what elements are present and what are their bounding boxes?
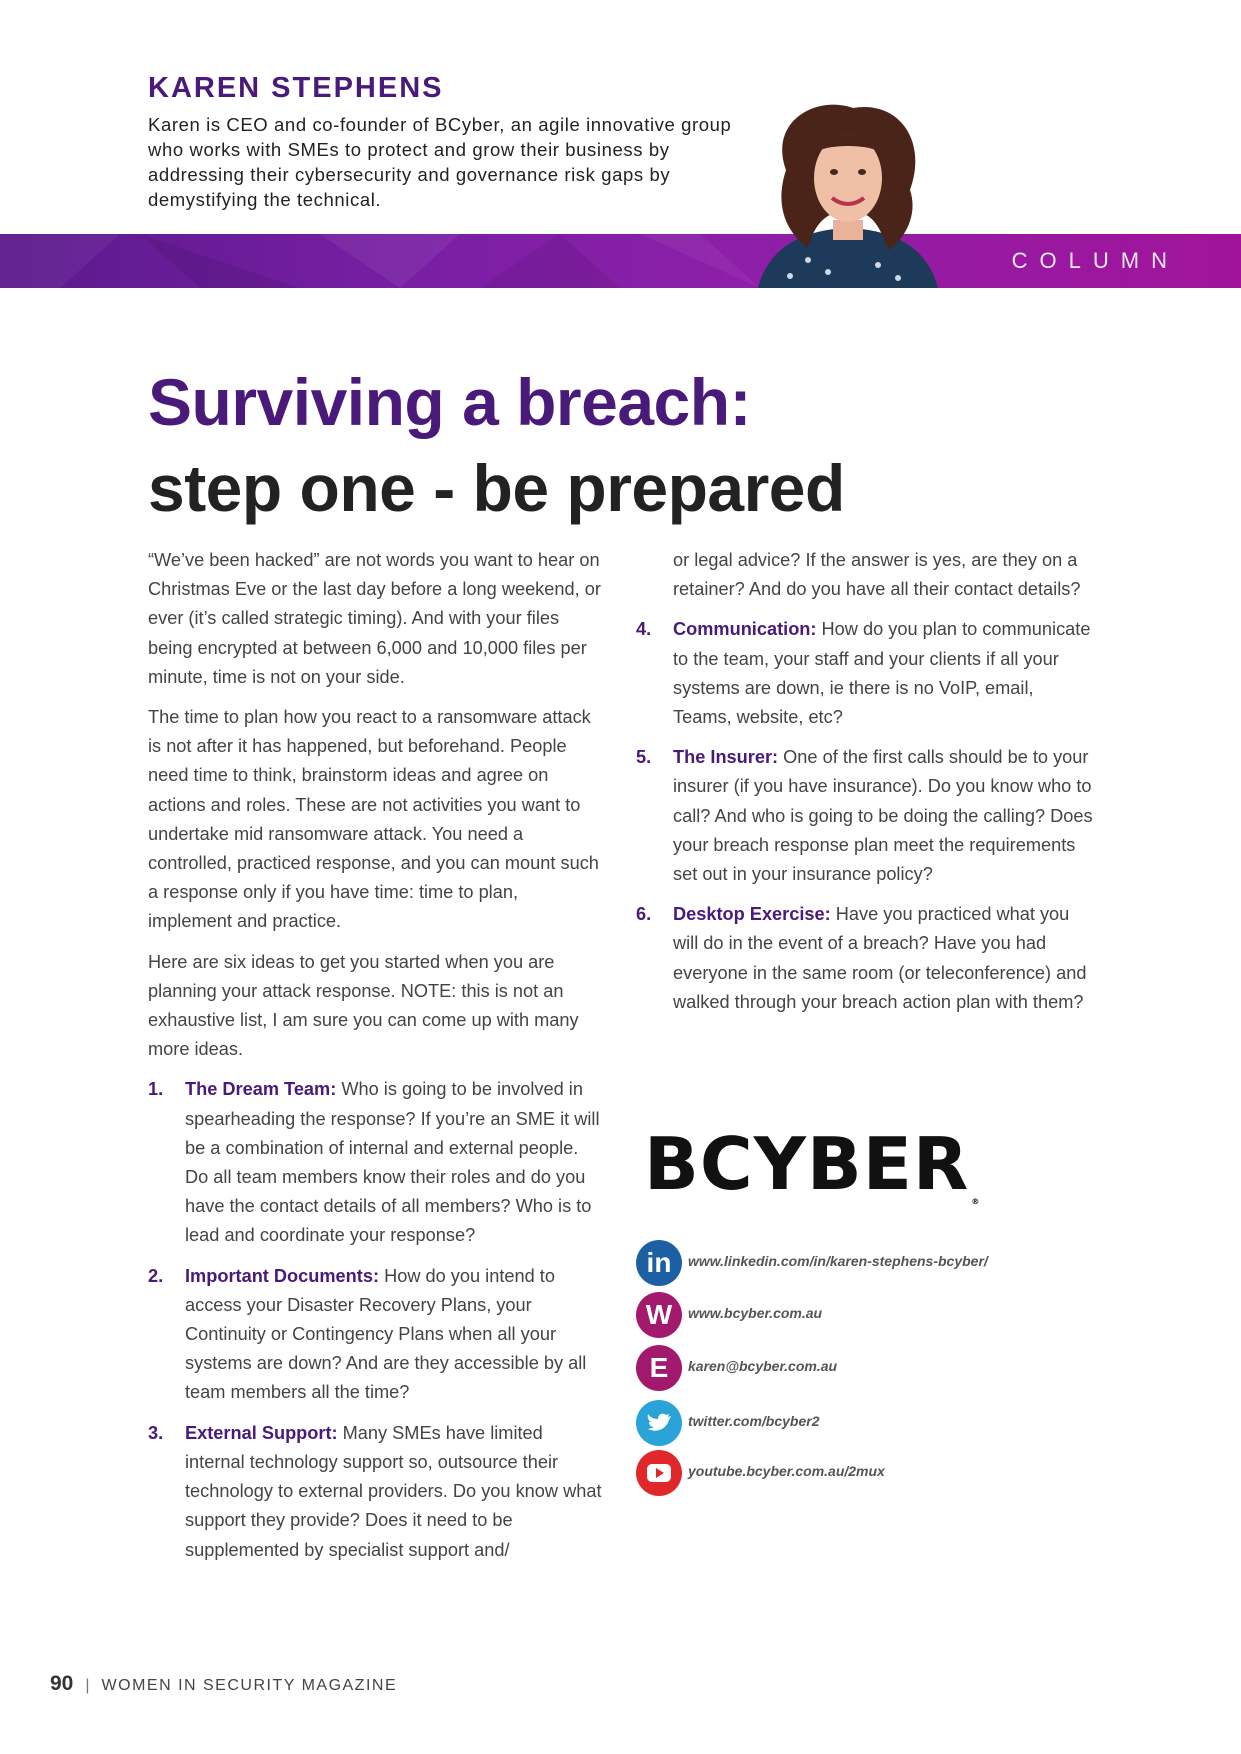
contact-linkedin[interactable] xyxy=(636,1240,1136,1286)
column-banner xyxy=(0,234,1241,288)
intro-paragraph: “We’ve been hacked” are not words you want to hear on Christmas Eve or the last day before a long weekend, or ever (it’s called strategic timing). And with your files being encrypted at between 6,000 and 10,000 files per minute, time is not on your side. xyxy=(148,550,601,687)
list-item-text: Who is going to be involved in spearheading the response? If you’re an SME it will be a combination of internal and external people. Do all team members know their roles and do you have the contact details of all members? Who is to lead and coordinate your response? xyxy=(185,1079,600,1246)
article-title-line-1: Surviving a breach: xyxy=(148,365,752,439)
twitter-icon xyxy=(636,1400,682,1446)
author-name: KAREN STEPHENS xyxy=(148,72,444,104)
column-label: COLUMN xyxy=(1011,248,1179,273)
list-item-heading: The Dream Team: xyxy=(185,1079,337,1100)
footer-separator: | xyxy=(85,1677,90,1694)
bcyber-logo xyxy=(644,1122,980,1206)
magazine-name: WOMEN IN SECURITY MAGAZINE xyxy=(101,1677,398,1694)
list-item-text: One of the first calls should be to your insurer (if you have insurance). Do you know who to call? And who is going to be doing the calling? Does your breach response plan meet the requirements set out in your insurance policy? xyxy=(673,747,1093,885)
email-icon: E xyxy=(636,1345,682,1391)
web-icon: W xyxy=(636,1292,682,1338)
linkedin-icon: in xyxy=(636,1240,682,1286)
list-item-heading: Communication: xyxy=(673,619,817,640)
list-item-text: Have you practiced what you will do in the event of a breach? Have you had everyone in the same room (or teleconference) and walked through your breach action plan with them? xyxy=(673,904,1087,1012)
contact-linkedin-url[interactable]: www.linkedin.com/in/karen-stephens-bcyber/ xyxy=(688,1253,988,1269)
list-item-external-support xyxy=(148,1419,603,1565)
list-item-number: 5. xyxy=(636,747,652,768)
list-item-text: How do you plan to communicate to the team, your staff and your clients if all your systems are down, ie there is no VoIP, email, Teams, website, etc? xyxy=(673,619,1091,728)
contact-email-address[interactable]: karen@bcyber.com.au xyxy=(688,1358,838,1374)
article-title-line-2: step one - be prepared xyxy=(148,451,845,525)
list-item-number: 6. xyxy=(636,904,652,925)
list-item-text: Many SMEs have limited internal technology support so, outsource their technology to external providers. Do you know what support they provide? Does it need to be supplemented by specialist support and/ xyxy=(185,1422,602,1560)
list-item-number: 3. xyxy=(148,1422,164,1443)
list-item-communication xyxy=(636,615,1096,732)
contact-website[interactable] xyxy=(636,1292,1136,1338)
list-item-desktop-exercise xyxy=(636,900,1096,1017)
list-item-number: 2. xyxy=(148,1265,164,1286)
article-right-column xyxy=(636,546,1096,1028)
contact-twitter[interactable] xyxy=(636,1400,1136,1446)
contact-twitter-url[interactable]: twitter.com/bcyber2 xyxy=(688,1413,820,1429)
list-item-number: 1. xyxy=(148,1079,164,1100)
contact-youtube[interactable] xyxy=(636,1450,1136,1496)
article-left-column xyxy=(148,546,603,1576)
list-item-number: 4. xyxy=(636,619,652,640)
list-item-continuation xyxy=(636,546,1096,604)
list-item-important-documents xyxy=(148,1262,603,1408)
page-number: 90 xyxy=(50,1672,74,1695)
contact-website-url[interactable]: www.bcyber.com.au xyxy=(688,1305,823,1321)
logo-registered-mark: ® xyxy=(971,1197,981,1206)
list-item-heading: Important Documents: xyxy=(185,1265,380,1286)
youtube-icon xyxy=(636,1450,682,1496)
list-item-dream-team xyxy=(148,1075,603,1250)
body-paragraph: Here are six ideas to get you started when you are planning your attack response. NOTE: this is not an exhaustive list, I am sure you can come up with many more ideas. xyxy=(148,951,579,1060)
author-bio: Karen is CEO and co-founder of BCyber, an agile innovative group who works with SMEs to protect and grow their business by addressing their cybersecurity and governance risk gaps by demystifying the technical. xyxy=(148,114,732,210)
list-item-heading: External Support: xyxy=(185,1422,338,1443)
continuation-text: or legal advice? If the answer is yes, are they on a retainer? And do you have all their contact details? xyxy=(673,550,1081,600)
page-footer xyxy=(50,1672,397,1696)
author-portrait xyxy=(728,100,968,288)
logo-text: BCYBER xyxy=(644,1122,970,1206)
list-item-insurer xyxy=(636,743,1096,889)
list-item-heading: The Insurer: xyxy=(673,747,779,768)
contact-email[interactable] xyxy=(636,1345,1136,1391)
contact-youtube-url[interactable]: youtube.bcyber.com.au/2mux xyxy=(688,1463,885,1479)
list-item-heading: Desktop Exercise: xyxy=(673,904,831,925)
list-item-text: How do you intend to access your Disaster Recovery Plans, your Continuity or Contingency Plans when all your systems are down? And are they accessible by all team members all the time? xyxy=(185,1265,587,1403)
body-paragraph: The time to plan how you react to a ransomware attack is not after it has happened, but beforehand. People need time to think, brainstorm ideas and agree on actions and roles. These are not activities you want to undertake mid ransomware attack. You need a controlled, practiced response, and you can mount such a response only if you have time: time to plan, implement and practice. xyxy=(148,707,599,932)
